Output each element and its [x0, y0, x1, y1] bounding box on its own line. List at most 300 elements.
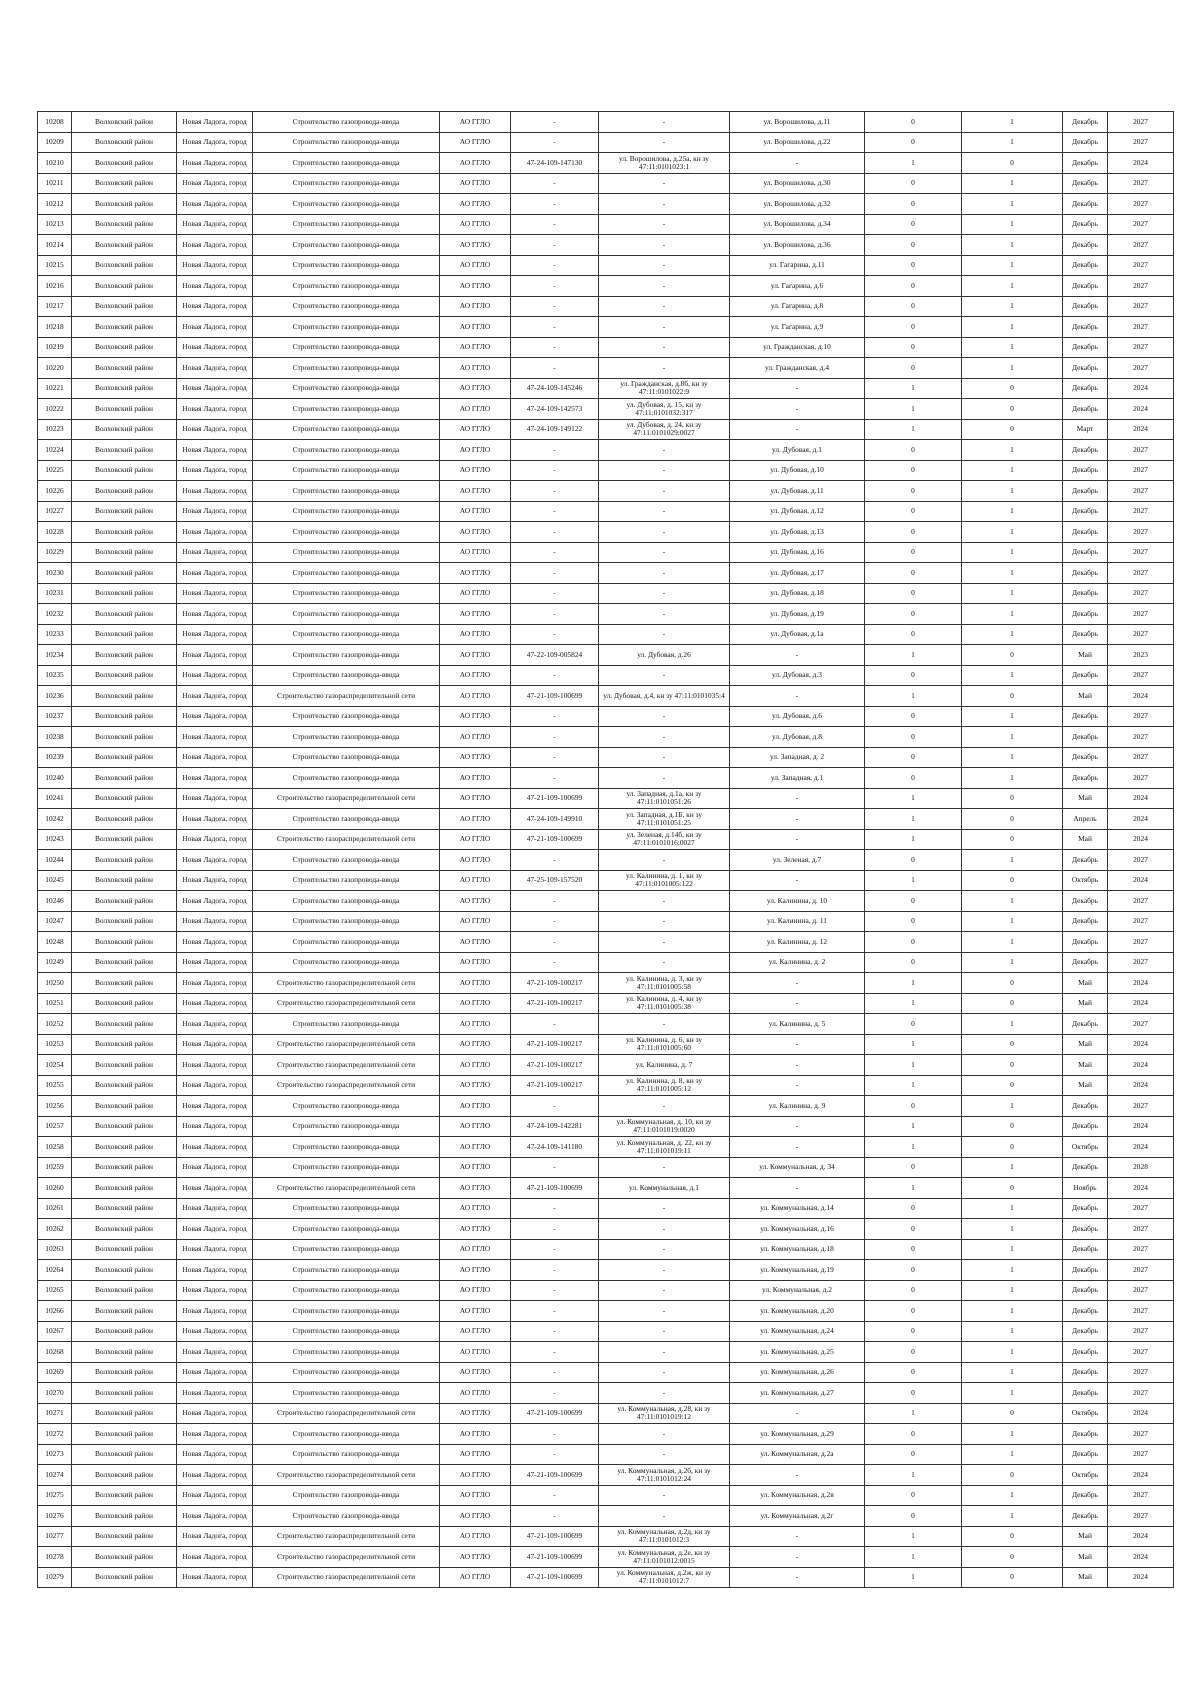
count-b-cell: 1 — [962, 214, 1063, 235]
district-cell: Волховский район — [72, 706, 177, 727]
settlement-cell: Новая Ладога, город — [177, 419, 253, 440]
organization-cell: АО ГГЛО — [440, 440, 511, 461]
applicant-address-cell: - — [599, 604, 730, 625]
object-address-cell: ул. Коммунальная, д.16 — [730, 1219, 865, 1240]
applicant-address-cell: - — [599, 1424, 730, 1445]
year-cell: 2027 — [1108, 296, 1174, 317]
organization-cell: АО ГГЛО — [440, 1280, 511, 1301]
contract-number-cell: - — [511, 911, 599, 932]
work-type-cell: Строительство газопровода-ввода — [253, 522, 440, 543]
month-cell: Декабрь — [1063, 1219, 1108, 1240]
object-address-cell: - — [730, 1547, 865, 1568]
year-cell: 2027 — [1108, 1444, 1174, 1465]
contract-number-cell: - — [511, 1239, 599, 1260]
work-type-cell: Строительство газопровода-ввода — [253, 440, 440, 461]
table-body — [38, 112, 1174, 1588]
year-cell: 2027 — [1108, 850, 1174, 871]
applicant-address-cell: - — [599, 563, 730, 584]
table-row — [38, 255, 1174, 276]
count-b-cell: 1 — [962, 1444, 1063, 1465]
contract-number-cell: 47-22-109-005824 — [511, 645, 599, 666]
count-b-cell: 0 — [962, 399, 1063, 420]
row-number-cell: 10246 — [38, 891, 72, 912]
table-row — [38, 1219, 1174, 1240]
count-a-cell: 1 — [865, 1075, 962, 1096]
applicant-address-cell: - — [599, 747, 730, 768]
row-number-cell: 10241 — [38, 788, 72, 809]
count-b-cell: 1 — [962, 1383, 1063, 1404]
settlement-cell: Новая Ладога, город — [177, 583, 253, 604]
contract-number-cell: - — [511, 583, 599, 604]
object-address-cell: ул. Калинина, д. 9 — [730, 1096, 865, 1117]
object-address-cell: - — [730, 993, 865, 1014]
row-number-cell: 10248 — [38, 932, 72, 953]
year-cell: 2024 — [1108, 419, 1174, 440]
year-cell: 2027 — [1108, 542, 1174, 563]
table-row — [38, 296, 1174, 317]
settlement-cell: Новая Ладога, город — [177, 1321, 253, 1342]
organization-cell: АО ГГЛО — [440, 952, 511, 973]
object-address-cell: ул. Коммунальная, д.26 — [730, 1362, 865, 1383]
row-number-cell: 10215 — [38, 255, 72, 276]
table-row — [38, 1014, 1174, 1035]
settlement-cell: Новая Ладога, город — [177, 891, 253, 912]
settlement-cell: Новая Ладога, город — [177, 747, 253, 768]
object-address-cell: ул. Ворошилова, д.34 — [730, 214, 865, 235]
object-address-cell: ул. Гагарина, д.8 — [730, 296, 865, 317]
work-type-cell: Строительство газопровода-ввода — [253, 563, 440, 584]
settlement-cell: Новая Ладога, город — [177, 1424, 253, 1445]
organization-cell: АО ГГЛО — [440, 1567, 511, 1588]
month-cell: Декабрь — [1063, 1157, 1108, 1178]
year-cell: 2028 — [1108, 1157, 1174, 1178]
year-cell: 2027 — [1108, 563, 1174, 584]
month-cell: Декабрь — [1063, 1116, 1108, 1137]
table-row — [38, 788, 1174, 809]
year-cell: 2027 — [1108, 747, 1174, 768]
month-cell: Декабрь — [1063, 1506, 1108, 1527]
settlement-cell: Новая Ладога, город — [177, 1014, 253, 1035]
month-cell: Май — [1063, 1547, 1108, 1568]
applicant-address-cell: - — [599, 1506, 730, 1527]
count-b-cell: 1 — [962, 1157, 1063, 1178]
settlement-cell: Новая Ладога, город — [177, 1116, 253, 1137]
settlement-cell: Новая Ладога, город — [177, 911, 253, 932]
work-type-cell: Строительство газопровода-ввода — [253, 645, 440, 666]
district-cell: Волховский район — [72, 1506, 177, 1527]
applicant-address-cell: ул. Коммунальная, д. 22, кн зу 47:11:0101019:11 — [599, 1137, 730, 1158]
district-cell: Волховский район — [72, 1465, 177, 1486]
count-b-cell: 1 — [962, 1362, 1063, 1383]
district-cell: Волховский район — [72, 1444, 177, 1465]
count-a-cell: 0 — [865, 1014, 962, 1035]
contract-number-cell: - — [511, 542, 599, 563]
object-address-cell: ул. Коммунальная, д.27 — [730, 1383, 865, 1404]
count-a-cell: 0 — [865, 768, 962, 789]
row-number-cell: 10217 — [38, 296, 72, 317]
month-cell: Декабрь — [1063, 173, 1108, 194]
table-row — [38, 993, 1174, 1014]
settlement-cell: Новая Ладога, город — [177, 194, 253, 215]
count-b-cell: 1 — [962, 1485, 1063, 1506]
district-cell: Волховский район — [72, 932, 177, 953]
district-cell: Волховский район — [72, 337, 177, 358]
count-a-cell: 0 — [865, 1321, 962, 1342]
district-cell: Волховский район — [72, 665, 177, 686]
month-cell: Декабрь — [1063, 337, 1108, 358]
applicant-address-cell: ул. Коммунальная, д.2е, кн зу 47:11:0101012:0015 — [599, 1547, 730, 1568]
count-a-cell: 0 — [865, 563, 962, 584]
district-cell: Волховский район — [72, 1280, 177, 1301]
settlement-cell: Новая Ладога, город — [177, 1137, 253, 1158]
contract-number-cell: - — [511, 932, 599, 953]
month-cell: Декабрь — [1063, 911, 1108, 932]
year-cell: 2027 — [1108, 1485, 1174, 1506]
organization-cell: АО ГГЛО — [440, 604, 511, 625]
work-type-cell: Строительство газопровода-ввода — [253, 1239, 440, 1260]
row-number-cell: 10234 — [38, 645, 72, 666]
month-cell: Май — [1063, 1075, 1108, 1096]
district-cell: Волховский район — [72, 1424, 177, 1445]
contract-number-cell: 47-21-109-100217 — [511, 1075, 599, 1096]
object-address-cell: ул. Дубовая, д.18 — [730, 583, 865, 604]
year-cell: 2027 — [1108, 952, 1174, 973]
settlement-cell: Новая Ладога, город — [177, 665, 253, 686]
work-type-cell: Строительство газораспределительной сети — [253, 1465, 440, 1486]
row-number-cell: 10221 — [38, 378, 72, 399]
month-cell: Декабрь — [1063, 542, 1108, 563]
district-cell: Волховский район — [72, 1383, 177, 1404]
count-b-cell: 1 — [962, 276, 1063, 297]
table-row — [38, 1116, 1174, 1137]
month-cell: Декабрь — [1063, 1362, 1108, 1383]
year-cell: 2023 — [1108, 645, 1174, 666]
district-cell: Волховский район — [72, 460, 177, 481]
district-cell: Волховский район — [72, 481, 177, 502]
table-row — [38, 1096, 1174, 1117]
month-cell: Декабрь — [1063, 1280, 1108, 1301]
applicant-address-cell: - — [599, 624, 730, 645]
row-number-cell: 10258 — [38, 1137, 72, 1158]
district-cell: Волховский район — [72, 1362, 177, 1383]
row-number-cell: 10235 — [38, 665, 72, 686]
year-cell: 2024 — [1108, 973, 1174, 994]
settlement-cell: Новая Ладога, город — [177, 440, 253, 461]
object-address-cell: ул. Калинина, д. 11 — [730, 911, 865, 932]
organization-cell: АО ГГЛО — [440, 665, 511, 686]
settlement-cell: Новая Ладога, город — [177, 255, 253, 276]
row-number-cell: 10212 — [38, 194, 72, 215]
organization-cell: АО ГГЛО — [440, 850, 511, 871]
object-address-cell: ул. Дубовая, д.10 — [730, 460, 865, 481]
count-a-cell: 0 — [865, 235, 962, 256]
object-address-cell: - — [730, 1034, 865, 1055]
work-type-cell: Строительство газопровода-ввода — [253, 460, 440, 481]
settlement-cell: Новая Ладога, город — [177, 1075, 253, 1096]
organization-cell: АО ГГЛО — [440, 542, 511, 563]
count-b-cell: 1 — [962, 317, 1063, 338]
row-number-cell: 10278 — [38, 1547, 72, 1568]
count-b-cell: 0 — [962, 973, 1063, 994]
district-cell: Волховский район — [72, 1198, 177, 1219]
district-cell: Волховский район — [72, 276, 177, 297]
month-cell: Декабрь — [1063, 1096, 1108, 1117]
table-row — [38, 337, 1174, 358]
settlement-cell: Новая Ладога, город — [177, 932, 253, 953]
year-cell: 2027 — [1108, 1014, 1174, 1035]
object-address-cell: - — [730, 153, 865, 174]
applicant-address-cell: - — [599, 1239, 730, 1260]
work-type-cell: Строительство газопровода-ввода — [253, 214, 440, 235]
district-cell: Волховский район — [72, 1239, 177, 1260]
district-cell: Волховский район — [72, 440, 177, 461]
count-a-cell: 1 — [865, 829, 962, 850]
district-cell: Волховский район — [72, 1321, 177, 1342]
organization-cell: АО ГГЛО — [440, 1403, 511, 1424]
count-b-cell: 1 — [962, 255, 1063, 276]
contract-number-cell: - — [511, 624, 599, 645]
year-cell: 2027 — [1108, 1362, 1174, 1383]
month-cell: Декабрь — [1063, 481, 1108, 502]
month-cell: Декабрь — [1063, 932, 1108, 953]
count-a-cell: 0 — [865, 1383, 962, 1404]
contract-number-cell: 47-24-109-145246 — [511, 378, 599, 399]
object-address-cell: ул. Коммунальная, д.20 — [730, 1301, 865, 1322]
table-row — [38, 440, 1174, 461]
month-cell: Ноябрь — [1063, 1178, 1108, 1199]
table-row — [38, 665, 1174, 686]
district-cell: Волховский район — [72, 1157, 177, 1178]
count-b-cell: 1 — [962, 337, 1063, 358]
object-address-cell: - — [730, 378, 865, 399]
work-type-cell: Строительство газораспределительной сети — [253, 1526, 440, 1547]
object-address-cell: - — [730, 973, 865, 994]
work-type-cell: Строительство газопровода-ввода — [253, 747, 440, 768]
count-a-cell: 0 — [865, 1260, 962, 1281]
year-cell: 2024 — [1108, 378, 1174, 399]
count-a-cell: 1 — [865, 993, 962, 1014]
count-a-cell: 0 — [865, 214, 962, 235]
applicant-address-cell: - — [599, 932, 730, 953]
table-row — [38, 911, 1174, 932]
district-cell: Волховский район — [72, 501, 177, 522]
contract-number-cell: 47-24-109-149122 — [511, 419, 599, 440]
contract-number-cell: - — [511, 665, 599, 686]
object-address-cell: - — [730, 1465, 865, 1486]
count-a-cell: 1 — [865, 399, 962, 420]
applicant-address-cell: - — [599, 891, 730, 912]
applicant-address-cell: - — [599, 1444, 730, 1465]
count-b-cell: 1 — [962, 460, 1063, 481]
object-address-cell: - — [730, 1567, 865, 1588]
organization-cell: АО ГГЛО — [440, 1301, 511, 1322]
count-b-cell: 1 — [962, 1342, 1063, 1363]
organization-cell: АО ГГЛО — [440, 1034, 511, 1055]
year-cell: 2027 — [1108, 1096, 1174, 1117]
applicant-address-cell: ул. Дубовая, д. 15, кн зу 47:11:0101032:317 — [599, 399, 730, 420]
contract-number-cell: - — [511, 1219, 599, 1240]
contract-number-cell: - — [511, 1301, 599, 1322]
row-number-cell: 10263 — [38, 1239, 72, 1260]
row-number-cell: 10218 — [38, 317, 72, 338]
settlement-cell: Новая Ладога, город — [177, 1444, 253, 1465]
work-type-cell: Строительство газопровода-ввода — [253, 932, 440, 953]
work-type-cell: Строительство газопровода-ввода — [253, 1444, 440, 1465]
count-b-cell: 0 — [962, 1116, 1063, 1137]
work-type-cell: Строительство газораспределительной сети — [253, 788, 440, 809]
district-cell: Волховский район — [72, 214, 177, 235]
contract-number-cell: 47-21-109-100699 — [511, 829, 599, 850]
year-cell: 2024 — [1108, 686, 1174, 707]
contract-number-cell: - — [511, 1362, 599, 1383]
table-row — [38, 1137, 1174, 1158]
count-b-cell: 1 — [962, 1239, 1063, 1260]
table-row — [38, 604, 1174, 625]
work-type-cell: Строительство газопровода-ввода — [253, 1383, 440, 1404]
table-row — [38, 1342, 1174, 1363]
year-cell: 2024 — [1108, 1075, 1174, 1096]
year-cell: 2027 — [1108, 440, 1174, 461]
count-b-cell: 1 — [962, 235, 1063, 256]
year-cell: 2024 — [1108, 788, 1174, 809]
object-address-cell: ул. Коммунальная, д.25 — [730, 1342, 865, 1363]
work-type-cell: Строительство газопровода-ввода — [253, 132, 440, 153]
year-cell: 2024 — [1108, 1116, 1174, 1137]
count-a-cell: 0 — [865, 583, 962, 604]
row-number-cell: 10209 — [38, 132, 72, 153]
work-type-cell: Строительство газопровода-ввода — [253, 1321, 440, 1342]
month-cell: Декабрь — [1063, 132, 1108, 153]
object-address-cell: - — [730, 686, 865, 707]
count-a-cell: 0 — [865, 173, 962, 194]
table-row — [38, 747, 1174, 768]
count-a-cell: 0 — [865, 542, 962, 563]
count-b-cell: 1 — [962, 1301, 1063, 1322]
contract-number-cell: - — [511, 891, 599, 912]
settlement-cell: Новая Ладога, город — [177, 604, 253, 625]
count-b-cell: 1 — [962, 1424, 1063, 1445]
contract-number-cell: - — [511, 1424, 599, 1445]
organization-cell: АО ГГЛО — [440, 747, 511, 768]
settlement-cell: Новая Ладога, город — [177, 1526, 253, 1547]
object-address-cell: ул. Гражданская, д.4 — [730, 358, 865, 379]
applicant-address-cell: - — [599, 1342, 730, 1363]
year-cell: 2027 — [1108, 911, 1174, 932]
applicant-address-cell: ул. Калинина, д. 4, кн зу 47:11:0101005:38 — [599, 993, 730, 1014]
settlement-cell: Новая Ладога, город — [177, 727, 253, 748]
settlement-cell: Новая Ладога, город — [177, 563, 253, 584]
contract-number-cell: - — [511, 194, 599, 215]
organization-cell: АО ГГЛО — [440, 1547, 511, 1568]
work-type-cell: Строительство газораспределительной сети — [253, 993, 440, 1014]
applicant-address-cell: - — [599, 1014, 730, 1035]
settlement-cell: Новая Ладога, город — [177, 1362, 253, 1383]
count-a-cell: 0 — [865, 727, 962, 748]
row-number-cell: 10264 — [38, 1260, 72, 1281]
count-b-cell: 1 — [962, 173, 1063, 194]
district-cell: Волховский район — [72, 1034, 177, 1055]
count-a-cell: 0 — [865, 850, 962, 871]
row-number-cell: 10224 — [38, 440, 72, 461]
contract-number-cell: - — [511, 563, 599, 584]
row-number-cell: 10250 — [38, 973, 72, 994]
organization-cell: АО ГГЛО — [440, 317, 511, 338]
year-cell: 2024 — [1108, 1547, 1174, 1568]
count-a-cell: 1 — [865, 419, 962, 440]
year-cell: 2027 — [1108, 1424, 1174, 1445]
count-a-cell: 1 — [865, 1465, 962, 1486]
count-a-cell: 0 — [865, 501, 962, 522]
district-cell: Волховский район — [72, 235, 177, 256]
settlement-cell: Новая Ладога, город — [177, 870, 253, 891]
count-b-cell: 1 — [962, 665, 1063, 686]
count-a-cell: 0 — [865, 1280, 962, 1301]
work-type-cell: Строительство газопровода-ввода — [253, 1485, 440, 1506]
settlement-cell: Новая Ладога, город — [177, 399, 253, 420]
contract-number-cell: - — [511, 1383, 599, 1404]
applicant-address-cell: - — [599, 1157, 730, 1178]
count-b-cell: 1 — [962, 1014, 1063, 1035]
settlement-cell: Новая Ладога, город — [177, 1034, 253, 1055]
year-cell: 2027 — [1108, 255, 1174, 276]
organization-cell: АО ГГЛО — [440, 296, 511, 317]
district-cell: Волховский район — [72, 686, 177, 707]
object-address-cell: ул. Гагарина, д.6 — [730, 276, 865, 297]
district-cell: Волховский район — [72, 1403, 177, 1424]
year-cell: 2027 — [1108, 132, 1174, 153]
district-cell: Волховский район — [72, 399, 177, 420]
contract-number-cell: - — [511, 337, 599, 358]
settlement-cell: Новая Ладога, город — [177, 952, 253, 973]
table-row — [38, 1485, 1174, 1506]
district-cell: Волховский район — [72, 993, 177, 1014]
count-a-cell: 1 — [865, 1116, 962, 1137]
work-type-cell: Строительство газопровода-ввода — [253, 296, 440, 317]
district-cell: Волховский район — [72, 563, 177, 584]
contract-number-cell: 47-24-109-141180 — [511, 1137, 599, 1158]
object-address-cell: - — [730, 1075, 865, 1096]
applicant-address-cell: ул. Дубовая, д.4, кн зу 47:11:0101035:4 — [599, 686, 730, 707]
month-cell: Декабрь — [1063, 1260, 1108, 1281]
month-cell: Октябрь — [1063, 1137, 1108, 1158]
district-cell: Волховский район — [72, 645, 177, 666]
contract-number-cell: - — [511, 173, 599, 194]
applicant-address-cell: - — [599, 296, 730, 317]
count-a-cell: 0 — [865, 1342, 962, 1363]
year-cell: 2027 — [1108, 194, 1174, 215]
work-type-cell: Строительство газопровода-ввода — [253, 768, 440, 789]
month-cell: Декабрь — [1063, 112, 1108, 133]
row-number-cell: 10254 — [38, 1055, 72, 1076]
object-address-cell: - — [730, 809, 865, 830]
settlement-cell: Новая Ладога, город — [177, 1280, 253, 1301]
table-row — [38, 952, 1174, 973]
count-b-cell: 1 — [962, 1506, 1063, 1527]
table-row — [38, 358, 1174, 379]
count-b-cell: 1 — [962, 850, 1063, 871]
settlement-cell: Новая Ладога, город — [177, 235, 253, 256]
year-cell: 2024 — [1108, 1526, 1174, 1547]
year-cell: 2024 — [1108, 809, 1174, 830]
organization-cell: АО ГГЛО — [440, 1383, 511, 1404]
object-address-cell: ул. Ворошилова, д.22 — [730, 132, 865, 153]
contract-number-cell: 47-21-109-100217 — [511, 973, 599, 994]
month-cell: Декабрь — [1063, 747, 1108, 768]
count-a-cell: 0 — [865, 460, 962, 481]
object-address-cell: ул. Зеленая, д.7 — [730, 850, 865, 871]
month-cell: Декабрь — [1063, 604, 1108, 625]
contract-number-cell: - — [511, 317, 599, 338]
